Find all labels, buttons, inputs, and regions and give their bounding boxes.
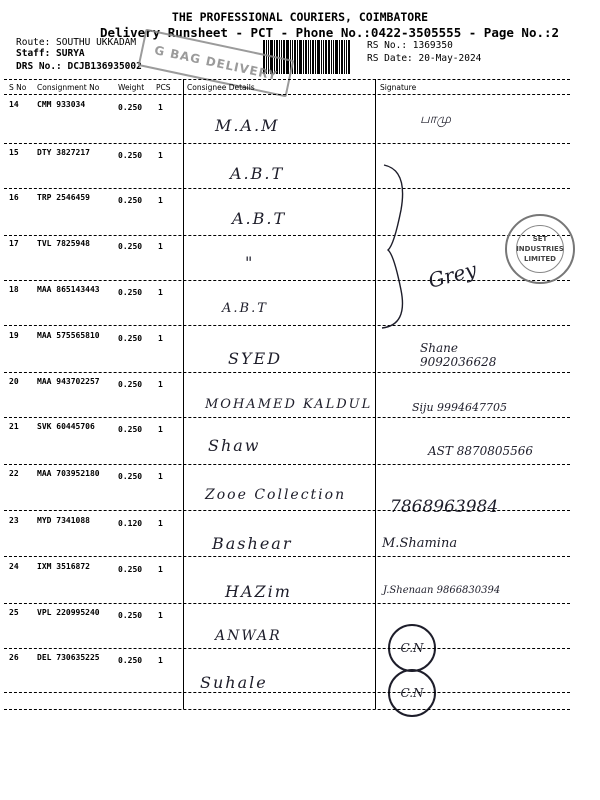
row-consignee: " bbox=[245, 253, 255, 272]
row-consignee: A.B.T bbox=[232, 209, 287, 228]
page-title: THE PROFESSIONAL COURIERS, COIMBATORE bbox=[171, 10, 429, 24]
row-pcs: 1 bbox=[158, 196, 163, 205]
row-consignment-no: TRP 2546459 bbox=[37, 193, 90, 202]
row-consignee: HAZim bbox=[225, 582, 292, 601]
row-signature: J.Shenaan 9866830394 bbox=[383, 585, 501, 596]
barcode-bar bbox=[315, 40, 316, 74]
row-signature: C.N bbox=[388, 624, 436, 672]
barcode-bar bbox=[325, 40, 327, 74]
row-weight: 0.250 bbox=[118, 425, 143, 434]
row-separator bbox=[4, 417, 570, 418]
row-weight: 0.250 bbox=[118, 151, 143, 160]
table-top-rule bbox=[4, 79, 570, 80]
row-consignee: Zooe Collection bbox=[205, 487, 347, 503]
row-weight: 0.250 bbox=[118, 380, 143, 389]
row-pcs: 1 bbox=[158, 242, 163, 251]
row-pcs: 1 bbox=[158, 103, 163, 112]
staff-label: Staff: SURYA bbox=[16, 48, 85, 59]
barcode-bar bbox=[310, 40, 311, 74]
row-weight: 0.250 bbox=[118, 288, 143, 297]
row-pcs: 1 bbox=[158, 380, 163, 389]
row-consignee: A.B.T bbox=[230, 164, 285, 183]
row-consignment-no: CMM 933034 bbox=[37, 100, 86, 109]
row-separator bbox=[4, 372, 570, 373]
barcode-bar bbox=[323, 40, 324, 74]
table-row bbox=[0, 516, 600, 566]
row-separator bbox=[4, 143, 570, 144]
row-signature: M.Shamina bbox=[382, 536, 458, 551]
row-sno: 16 bbox=[9, 193, 19, 202]
row-weight: 0.120 bbox=[118, 519, 143, 528]
row-sno: 15 bbox=[9, 148, 19, 157]
barcode-bar bbox=[305, 40, 307, 74]
row-consignment-no: SVK 60445706 bbox=[37, 422, 95, 431]
row-separator bbox=[4, 556, 570, 557]
row-separator bbox=[4, 325, 570, 326]
row-pcs: 1 bbox=[158, 425, 163, 434]
row-consignment-no: MAA 943702257 bbox=[37, 377, 100, 386]
row-consignment-no: MAA 703952180 bbox=[37, 469, 100, 478]
row-consignment-no: TVL 7825948 bbox=[37, 239, 90, 248]
row-consignment-no: MAA 865143443 bbox=[37, 285, 100, 294]
row-sno: 23 bbox=[9, 516, 19, 525]
barcode-bar bbox=[341, 40, 343, 74]
col-header-consignment: Consignment No bbox=[37, 83, 100, 92]
table-row bbox=[0, 257, 600, 335]
barcode-bar bbox=[299, 40, 302, 74]
barcode-bar bbox=[308, 40, 309, 74]
barcode-bar bbox=[294, 40, 296, 74]
barcode-bar bbox=[303, 40, 304, 74]
row-pcs: 1 bbox=[158, 519, 163, 528]
barcode-bar bbox=[346, 40, 347, 74]
row-weight: 0.250 bbox=[118, 656, 143, 665]
drs-number: DRS No.: DCJB136935002 bbox=[16, 61, 142, 72]
barcode-bar bbox=[312, 40, 314, 74]
row-separator bbox=[4, 235, 570, 236]
header-bottom-rule bbox=[4, 94, 570, 95]
row-sno: 22 bbox=[9, 469, 19, 478]
rs-number: RS No.: 1369350 bbox=[367, 40, 453, 51]
row-sno: 25 bbox=[9, 608, 19, 617]
barcode-bar bbox=[335, 40, 338, 74]
row-consignment-no: VPL 220995240 bbox=[37, 608, 100, 617]
row-sno: 24 bbox=[9, 562, 19, 571]
route-label: Route: SOUTHU UKKADAM bbox=[16, 37, 137, 48]
col-header-signature: Signature bbox=[380, 83, 417, 92]
col-header-pcs: PCS bbox=[156, 83, 171, 92]
row-consignee: Suhale bbox=[200, 673, 268, 692]
row-signature: AST 8870805566 bbox=[428, 444, 534, 458]
row-pcs: 1 bbox=[158, 611, 163, 620]
col-header-weight: Weight bbox=[118, 83, 145, 92]
row-consignee: Bashear bbox=[212, 534, 293, 553]
table-row bbox=[0, 148, 600, 198]
row-separator bbox=[4, 648, 570, 649]
row-pcs: 1 bbox=[158, 334, 163, 343]
row-consignee: A.B.T bbox=[222, 301, 268, 316]
col-header-sno: S No bbox=[9, 83, 27, 92]
table-row bbox=[0, 331, 600, 381]
row-separator bbox=[4, 510, 570, 511]
row-signature: Siju 9994647705 bbox=[412, 401, 508, 414]
row-consignee: ANWAR bbox=[215, 628, 282, 644]
row-pcs: 1 bbox=[158, 565, 163, 574]
row-pcs: 1 bbox=[158, 472, 163, 481]
row-weight: 0.250 bbox=[118, 611, 143, 620]
barcode-bar bbox=[317, 40, 320, 74]
row-signature: Grey bbox=[425, 257, 479, 293]
row-separator bbox=[4, 188, 570, 189]
row-separator bbox=[4, 603, 570, 604]
row-consignee: Shaw bbox=[208, 436, 261, 455]
row-signature: Shane 9092036628 bbox=[420, 341, 497, 369]
barcode-bar bbox=[333, 40, 334, 74]
table-row bbox=[0, 608, 600, 658]
row-sno: 19 bbox=[9, 331, 19, 340]
row-consignment-no: MAA 575565810 bbox=[37, 331, 100, 340]
row-pcs: 1 bbox=[158, 656, 163, 665]
row-separator bbox=[4, 692, 570, 693]
row-weight: 0.250 bbox=[118, 196, 143, 205]
row-separator bbox=[4, 280, 570, 281]
row-consignment-no: DTY 3827217 bbox=[37, 148, 90, 157]
barcode-bar bbox=[344, 40, 345, 74]
row-pcs: 1 bbox=[158, 151, 163, 160]
table-row bbox=[0, 469, 600, 519]
barcode-bar bbox=[348, 40, 350, 74]
barcode-bar bbox=[328, 40, 330, 74]
barcode-bar bbox=[339, 40, 340, 74]
row-consignment-no: IXM 3516872 bbox=[37, 562, 90, 571]
row-sno: 14 bbox=[9, 100, 19, 109]
row-separator bbox=[4, 464, 570, 465]
col-header-consignee: Consignee Details bbox=[187, 83, 255, 92]
row-consignee: M.A.M bbox=[215, 116, 280, 135]
row-sno: 17 bbox=[9, 239, 19, 248]
runsheet-subtitle: Delivery Runsheet - PCT - Phone No.:0422-3505555 - Page No.:2 bbox=[100, 25, 560, 40]
table-row bbox=[0, 562, 600, 612]
barcode-bar bbox=[297, 40, 298, 74]
row-signature: பாமு bbox=[420, 112, 451, 127]
barcode-bar bbox=[331, 40, 332, 74]
row-consignee: SYED bbox=[228, 349, 283, 368]
row-weight: 0.250 bbox=[118, 103, 143, 112]
row-consignee: MOHAMED KALDUL bbox=[205, 397, 373, 412]
company-seal bbox=[505, 214, 575, 284]
row-sno: 18 bbox=[9, 285, 19, 294]
row-signature: C.N bbox=[388, 669, 436, 717]
table-row bbox=[0, 377, 600, 427]
row-sno: 26 bbox=[9, 653, 19, 662]
rs-date: RS Date: 20-May-2024 bbox=[367, 53, 482, 64]
row-consignment-no: DEL 730635225 bbox=[37, 653, 100, 662]
row-signature: 7868963984 bbox=[390, 497, 499, 517]
row-sno: 21 bbox=[9, 422, 19, 431]
row-weight: 0.250 bbox=[118, 472, 143, 481]
row-weight: 0.250 bbox=[118, 334, 143, 343]
seal-text: SET INDUSTRIES LIMITED bbox=[516, 235, 564, 263]
row-consignment-no: MYD 7341088 bbox=[37, 516, 90, 525]
barcode-bar bbox=[321, 40, 322, 74]
row-weight: 0.250 bbox=[118, 242, 143, 251]
table-row bbox=[0, 653, 600, 703]
grouping-brace bbox=[376, 160, 416, 330]
bag-delivery-stamp: G BAG DELIVERY bbox=[138, 29, 295, 98]
table-bottom-rule bbox=[4, 709, 570, 710]
row-sno: 20 bbox=[9, 377, 19, 386]
row-weight: 0.250 bbox=[118, 565, 143, 574]
row-pcs: 1 bbox=[158, 288, 163, 297]
